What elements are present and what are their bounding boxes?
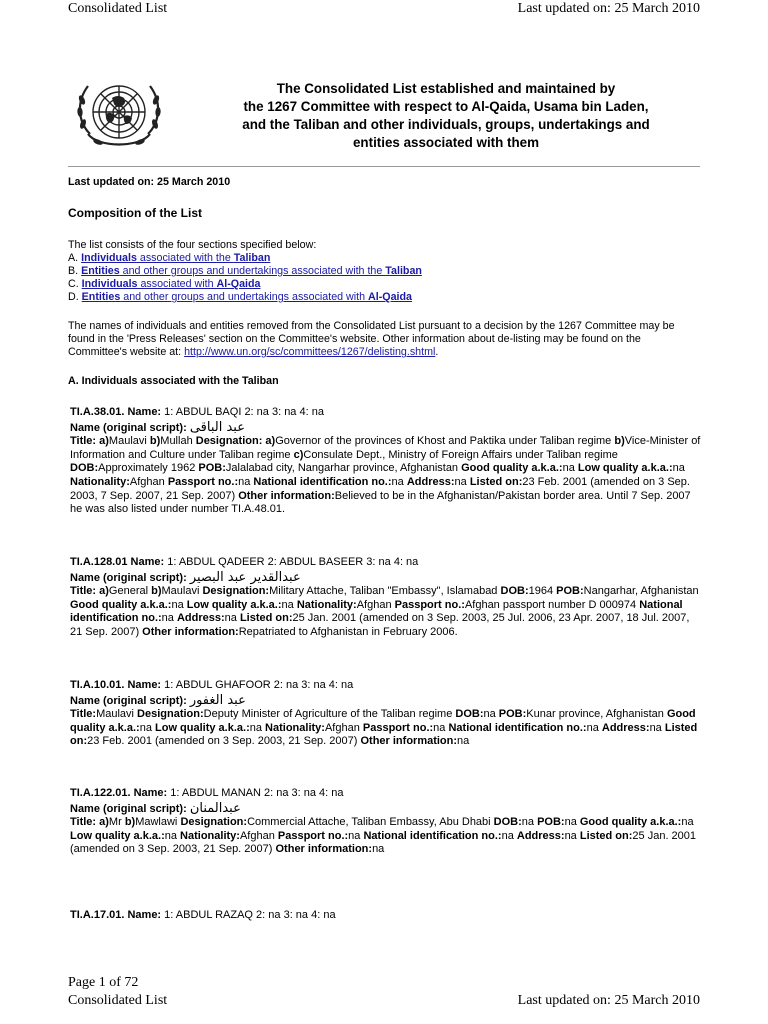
field-label: Nationality: <box>265 721 325 734</box>
field-value: 25 Jan. 2001 (amended on 3 Sep. 2003, 21 Sep. 2007) <box>70 829 697 856</box>
title-line: the 1267 Committee with respect to Al-Qaida, Usama bin Laden, <box>243 99 649 114</box>
field-value: na <box>457 735 470 748</box>
original-script-name: عبدالمنان <box>189 800 241 816</box>
field-value: Afghan <box>356 598 395 611</box>
field-value: Afghan passport number D 000974 <box>464 598 640 611</box>
title-line: and the Taliban and other individuals, groups, undertakings and <box>242 117 650 132</box>
field-value: Nangarhar, Afghanistan <box>583 585 699 598</box>
field-value: 25 Jan. 2001 (amended on 3 Sep. 2003, 25 Jul. 2006, 23 Apr. 2007, 18 Jul. 2007, 21 Sep. 2007) <box>70 612 690 638</box>
field-label: Designation: <box>180 816 248 829</box>
field-label: Other information: <box>275 843 373 856</box>
field-label: Nationality: <box>296 598 357 611</box>
field-label: Low quality a.k.a.: <box>186 598 282 611</box>
field-value: Afghan <box>239 829 278 842</box>
field-label: Low quality a.k.a.: <box>155 721 250 734</box>
field-label: b) <box>151 585 162 598</box>
entry-name: 1: ABDUL BAQI 2: na 3: na 4: na <box>161 406 324 418</box>
original-script-name: عبد الباقى <box>189 419 245 435</box>
field-value: 1964 <box>528 585 557 598</box>
list-entry: TI.A.10.01. Name: 1: ABDUL GHAFOOR 2: na 3: na 4: na Name (original script): عبد الغفور Title:Maulavi Designation:Deputy Minister of Agriculture of the Taliban regime DOB:na POB:Kunar province, Afghanistan Good quality a.k.a.:na Low quality a.k.a.:na Nationality:Afghan Passport no.:na National identification no.:na Address:na Listed on:23 Feb. 2001 (amended on 3 Sep. 2003, 21 Sep. 2007) Other information:na <box>70 679 702 749</box>
field-label: Low quality a.k.a.: <box>70 829 165 842</box>
field-value: na <box>521 816 538 829</box>
footer-title: Consolidated List <box>68 993 168 1008</box>
field-label: POB: <box>498 708 527 721</box>
field-value: Afghan <box>129 475 168 488</box>
entry-ref: TI.A.122.01. Name: <box>70 787 168 799</box>
field-value: na <box>681 816 694 829</box>
field-value: Maulavi <box>108 435 150 448</box>
field-label: National identification no.: <box>448 721 587 734</box>
field-label: Title: a) <box>70 435 109 448</box>
un-emblem-icon <box>68 74 170 156</box>
header-title: Consolidated List <box>68 1 168 16</box>
field-label: Listed on: <box>70 721 698 748</box>
field-value: Deputy Minister of Agriculture of the Taliban regime <box>203 708 456 721</box>
field-value: Mr <box>108 816 125 829</box>
field-label: c) <box>293 448 304 461</box>
field-value: Governor of the provinces of Khost and Paktika under Taliban regime <box>275 435 615 448</box>
title-line: The Consolidated List established and maintained by <box>276 81 616 96</box>
delisting-link[interactable]: http://www.un.org/sc/committees/1267/delisting.shtml <box>184 346 436 358</box>
field-label: National identification no.: <box>253 475 392 488</box>
entry-ref: TI.A.10.01. Name: <box>70 679 162 691</box>
field-value: Commercial Attache, Taliban Embassy, Abu Dhabi <box>247 816 494 829</box>
composition-list <box>68 239 700 304</box>
entry-name: 1: ABDUL MANAN 2: na 3: na 4: na <box>167 787 344 799</box>
page-number: Page 1 of 72 <box>68 975 139 990</box>
field-label: Passport no.: <box>362 721 434 734</box>
field-value: Approximately 1962 <box>98 462 199 475</box>
section-link[interactable]: Entities <box>81 291 121 303</box>
field-label: National identification no.: <box>70 598 683 625</box>
field-value: Maulavi <box>161 585 203 598</box>
field-value: na <box>139 721 155 734</box>
field-value: Believed to be in the Afghanistan/Pakistan border area. Until 7 Sep. 2007 he was also listed under number TI.A.48.01. <box>70 489 691 516</box>
document-title <box>196 80 696 152</box>
list-entry: TI.A.122.01. Name: 1: ABDUL MANAN 2: na 3: na 4: na Name (original script): عبدالمنان Title: a)Mr b)Mawlawi Designation:Commercial Attache, Taliban Embassy, Abu Dhabi DOB:na POB:na Good quality a.k.a.:na Low quality a.k.a.:na Nationality:Afghan Passport no.:na National identification no.:na Address:na Listed on:25 Jan. 2001 (amended on 3 Sep. 2003, 21 Sep. 2007) Other information:na <box>70 787 702 857</box>
field-label: Good quality a.k.a.: <box>461 462 563 475</box>
entry-details <box>70 585 702 639</box>
field-label: Address: <box>601 721 650 734</box>
field-label: Passport no.: <box>394 598 465 611</box>
entry-ref: TI.A.17.01. Name: <box>70 909 162 921</box>
field-label: b) <box>614 435 625 448</box>
field-value: na <box>161 612 177 625</box>
section-link[interactable]: Entities <box>81 265 120 277</box>
field-label: POB: <box>537 816 565 829</box>
header-date: Last updated on: 25 March 2010 <box>517 1 700 16</box>
list-entry <box>70 909 702 923</box>
field-label: b) <box>149 435 161 448</box>
title-divider <box>68 166 700 167</box>
field-label: Other information: <box>360 735 458 748</box>
composition-item[interactable]: A. Individuals associated with the Taliban <box>68 252 271 264</box>
field-value: na <box>372 843 385 856</box>
field-value: na <box>224 612 240 625</box>
field-value: na <box>564 816 580 829</box>
field-value: na <box>348 829 364 842</box>
field-label: Nationality: <box>180 829 240 842</box>
field-label: Address: <box>406 475 455 488</box>
entry-details <box>70 435 702 517</box>
original-script-name: عبد الغفور <box>189 692 246 708</box>
field-label: Designation: <box>137 708 204 721</box>
field-label: Listed on: <box>469 475 523 488</box>
running-footer <box>68 974 700 1010</box>
section-link[interactable]: Individuals <box>81 252 137 264</box>
list-entry: TI.A.128.01 Name: 1: ABDUL QADEER 2: ABDUL BASEER 3: na 4: na Name (original script): عبدالقدير عبد البصير Title: a)General b)Maulavi Designation:Military Attache, Taliban "Embassy", Islamabad DOB:1964 POB:Nangarhar, Afghanistan Good quality a.k.a.:na Low quality a.k.a.:na Nationality:Afghan Passport no.:Afghan passport number D 000974 National identification no.:na Address:na Listed on:25 Jan. 2001 (amended on 3 Sep. 2003, 25 Jul. 2006, 23 Apr. 2007, 18 Jul. 2007, 21 Sep. 2007) Other information:Repatriated to Afghanistan in February 2006. <box>70 556 702 640</box>
field-value: na <box>649 721 665 734</box>
entry-ref: TI.A.128.01 Name: <box>70 556 165 568</box>
running-header <box>68 0 700 18</box>
field-value: 23 Feb. 2001 (amended on 3 Sep. 2003, 21 Sep. 2007) <box>87 735 361 748</box>
title-line: entities associated with them <box>352 135 540 150</box>
original-script-name: عبدالقدير عبد البصير <box>189 569 301 585</box>
field-value: Afghan <box>324 721 363 734</box>
footer-date: Last updated on: 25 March 2010 <box>517 993 700 1008</box>
field-label: Title: <box>70 708 97 721</box>
field-value: Maulavi <box>96 708 138 721</box>
field-label: Designation: a) <box>195 435 276 448</box>
composition-item[interactable]: D. Entities and other groups and undertakings associated with Al-Qaida <box>68 291 412 303</box>
field-value: Repatriated to Afghanistan in February 2006. <box>238 625 458 638</box>
field-value: na <box>171 598 187 611</box>
field-label: Good quality a.k.a.: <box>579 816 682 829</box>
field-label: Good quality a.k.a.: <box>70 708 696 734</box>
field-label: Other information: <box>142 625 239 638</box>
section-a-title: A. Individuals associated with the Taliban <box>68 375 279 387</box>
entry-details <box>70 816 702 857</box>
field-value: na <box>249 721 266 734</box>
composition-intro: The list consists of the four sections specified below: <box>68 239 317 251</box>
field-label: Good quality a.k.a.: <box>70 598 172 611</box>
field-label: Other information: <box>238 489 335 502</box>
field-value: na <box>483 708 499 721</box>
field-label: DOB: <box>500 585 529 598</box>
entry-name: 1: ABDUL GHAFOOR 2: na 3: na 4: na <box>161 679 354 691</box>
field-value: Vice-Minister of Information and Culture under Taliban regime <box>70 435 701 461</box>
field-label: Listed on: <box>579 829 633 842</box>
field-value: na <box>586 721 602 734</box>
field-value: na <box>391 475 407 488</box>
field-value: Mullah <box>160 435 196 448</box>
field-value: na <box>433 721 449 734</box>
composition-heading: Composition of the List <box>68 206 202 220</box>
field-label: National identification no.: <box>363 829 502 842</box>
entry-ref: TI.A.38.01. Name: <box>70 406 162 418</box>
field-label: b) <box>124 816 136 829</box>
field-label: Designation: <box>202 585 270 598</box>
field-label: Address: <box>516 829 565 842</box>
composition-item[interactable]: B. Entities and other groups and undertakings associated with the Taliban <box>68 265 422 277</box>
field-value: na <box>672 462 685 475</box>
field-value: na <box>164 829 181 842</box>
entry-name: 1: ABDUL RAZAQ 2: na 3: na 4: na <box>161 909 336 921</box>
entry-name: 1: ABDUL QADEER 2: ABDUL BASEER 3: na 4: na <box>164 556 419 568</box>
field-value: Military Attache, Taliban "Embassy", Islamabad <box>269 585 501 598</box>
field-value: Consulate Dept., Ministry of Foreign Affairs under Taliban regime <box>303 448 618 461</box>
field-value: Kunar province, Afghanistan <box>526 708 667 721</box>
field-label: POB: <box>556 585 584 598</box>
field-label: POB: <box>198 462 226 475</box>
field-label: Listed on: <box>239 612 293 625</box>
field-value: na <box>281 598 297 611</box>
field-value: Jalalabad city, Nangarhar province, Afghanistan <box>225 462 462 475</box>
field-value: General <box>108 585 152 598</box>
last-updated: Last updated on: 25 March 2010 <box>68 176 231 188</box>
composition-item[interactable]: C. Individuals associated with Al-Qaida <box>68 278 261 290</box>
entry-details <box>70 708 702 749</box>
removed-names-paragraph: The names of individuals and entities removed from the Consolidated List pursuant to a decision by the 1267 Committee may be found in the 'Press Releases' section on the Committee's website. Other information about de-listing may be found on the Committee's website at: http://www.un.org/sc/committees/1267/delisting.shtml. <box>68 320 675 358</box>
field-label: Passport no.: <box>167 475 239 488</box>
field-value: Mawlawi <box>135 816 181 829</box>
field-label: Title: a) <box>70 816 109 829</box>
field-label: DOB: <box>455 708 484 721</box>
field-value: na <box>564 829 580 842</box>
field-label: Passport no.: <box>277 829 349 842</box>
list-entry: TI.A.38.01. Name: 1: ABDUL BAQI 2: na 3: na 4: na Name (original script): عبد الباقى Title: a)Maulavi b)Mullah Designation: a)Governor of the provinces of Khost and Paktika under Taliban regime b)Vice-Minister of Information and Culture under Taliban regime c)Consulate Dept., Ministry of Foreign Affairs under Taliban regime DOB:Approximately 1962 POB:Jalalabad city, Nangarhar province, Afghanistan Good quality a.k.a.:na Low quality a.k.a.:na Nationality:Afghan Passport no.:na National identification no.:na Address:na Listed on:23 Feb. 2001 (amended on 3 Sep. 2003, 7 Sep. 2007, 21 Sep. 2007) Other information:Believed to be in the Afghanistan/Pakistan border area. Until 7 Sep. 2007 he was also listed under number TI.A.48.01. <box>70 406 701 516</box>
section-link[interactable]: Individuals <box>81 278 138 290</box>
field-value: 23 Feb. 2001 (amended on 3 Sep. 2003, 7 Sep. 2007, 21 Sep. 2007) <box>70 475 690 502</box>
field-label: Nationality: <box>70 475 130 488</box>
field-label: Address: <box>176 612 225 625</box>
field-label: Title: a) <box>70 585 109 598</box>
field-value: na <box>238 475 254 488</box>
field-value: na <box>562 462 578 475</box>
field-label: DOB: <box>493 816 522 829</box>
field-value: na <box>454 475 470 488</box>
field-label: Low quality a.k.a.: <box>577 462 673 475</box>
field-value: na <box>501 829 517 842</box>
field-label: DOB: <box>70 462 99 475</box>
